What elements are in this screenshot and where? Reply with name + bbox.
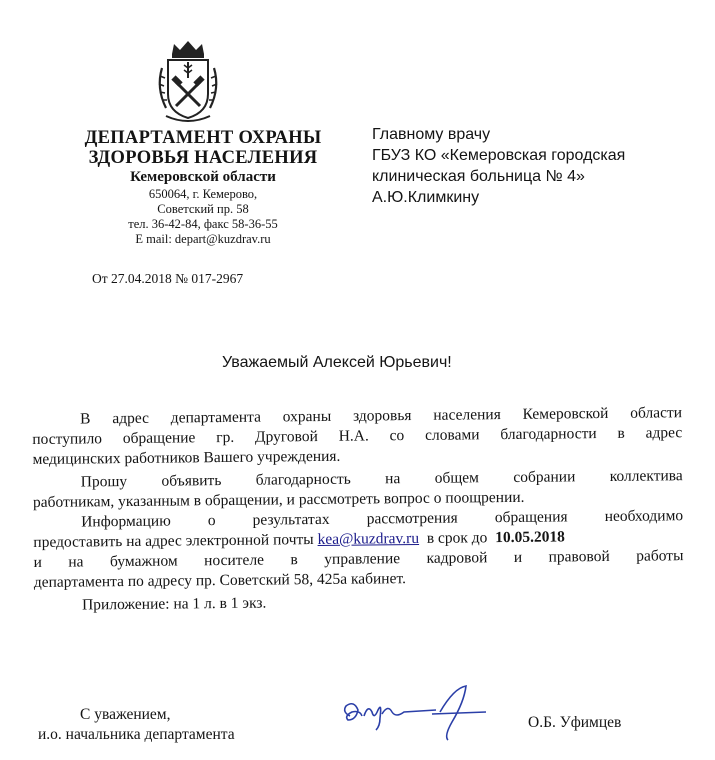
- body-line: предоставить на адрес электронной почты kea@kuzdrav.ru в срок до 10.05.2018: [33, 528, 565, 551]
- email-link[interactable]: kea@kuzdrav.ru: [317, 529, 420, 549]
- department-name-line1: ДЕПАРТАМЕНТ ОХРАНЫ: [84, 128, 322, 148]
- recipient-line: клиническая больница № 4»: [372, 168, 585, 185]
- recipient-line: ГБУЗ КО «Кемеровская городская: [372, 147, 626, 164]
- body-line: Прошу объявить благодарность на общем собрании коллектива: [80, 467, 683, 491]
- recipient-line: А.Ю.Климкину: [372, 189, 480, 206]
- body-line: департамента по адресу пр. Советский 58, 425а кабинет.: [33, 570, 407, 591]
- handwritten-signature-icon: [336, 682, 496, 744]
- signer-position: и.о. начальника департамента: [38, 726, 235, 743]
- body-line: и на бумажном носителе в управление кадровой и правовой работы: [33, 547, 684, 571]
- department-name-line2: ЗДОРОВЬЯ НАСЕЛЕНИЯ: [88, 148, 318, 168]
- signer-name: О.Б. Уфимцев: [528, 714, 622, 731]
- body-line: Информацию о результатах рассмотрения обращения необходимо: [81, 507, 684, 531]
- recipient-line: Главному врачу: [372, 126, 491, 143]
- body-line: работникам, указанным в обращении, и рассмотреть вопрос о поощрении.: [32, 488, 525, 511]
- body-line: В адрес департамента охраны здоровья населения Кемеровской области: [80, 404, 683, 428]
- department-region: Кемеровской области: [130, 169, 276, 185]
- recipient-block: [372, 124, 625, 208]
- body-line: поступило обращение гр. Друговой Н.А. со словами благодарности в адрес: [32, 424, 683, 448]
- letter-body: [32, 403, 684, 616]
- sender-phone-line: тел. 36-42-84, факс 58-36-55: [128, 217, 278, 231]
- sender-address-line: Советский пр. 58: [157, 202, 249, 216]
- attachment-line: Приложение: на 1 л. в 1 экз.: [81, 594, 267, 614]
- closing-phrase: С уважением,: [80, 706, 171, 723]
- sender-email-line: E mail: depart@kuzdrav.ru: [135, 232, 271, 246]
- sender-address-line: 650064, г. Кемерово,: [148, 187, 258, 201]
- sender-block: [68, 128, 338, 247]
- outgoing-number: От 27.04.2018 № 017-2967: [92, 271, 244, 286]
- deadline-date: 10.05.2018: [495, 528, 565, 547]
- salutation: Уважаемый Алексей Юрьевич!: [222, 354, 452, 371]
- coat-of-arms-icon: [152, 38, 224, 124]
- body-line: медицинских работников Вашего учреждения.: [32, 447, 341, 468]
